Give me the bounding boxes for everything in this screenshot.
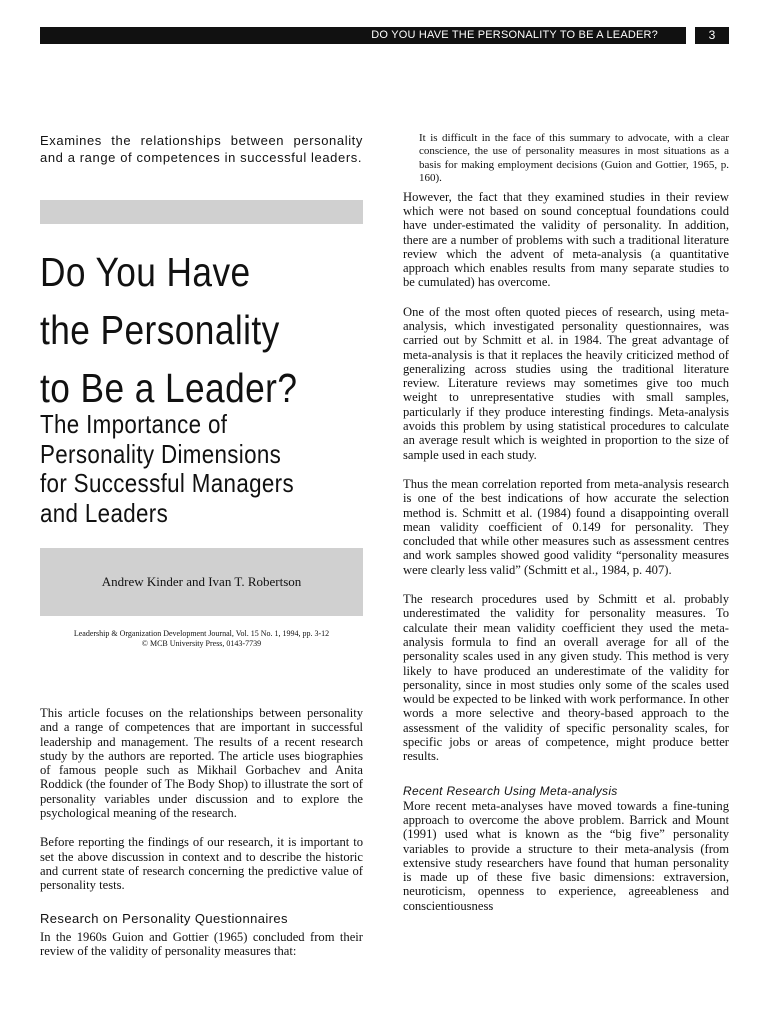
paragraph: More recent meta-analyses have moved towards a fine-tuning approach to overcome the above problem. Barrick and Mount (1991) used what is known as the “big five” personality variables to provide a structure to their meta-analysis (from extensive study researchers have found that human personality is made up of these five basic dimensions: extraversion, neuroticism, openness to experience, agreeableness and conscientiousness <box>403 798 729 913</box>
paragraph: One of the most often quoted pieces of research, using meta-analysis, which investigated personality questionnaires, was carried out by Schmitt et al. in 1984. The great advantage of meta-analysis is that it replaces the heavily criticized method of generalizing across studies using the traditional literature review. Literature reviews may sometimes give too much weight to unrepresentative studies with small samples, particularly if they produce interesting findings. Meta-analysis avoids this problem by using statistical procedures to calculate an average result which is weighted in proportion to the size of sample used in each study. <box>403 304 729 462</box>
paragraph: Before reporting the findings of our research, it is important to set the above discussion in context and to describe the historic and current state of research concerning the predictive value of personality tests. <box>40 835 363 893</box>
block-quote: It is difficult in the face of this summary to advocate, with a clear conscience, the use of personality measures in most situations as a basis for making employment decisions (Guion and Gottier, 1965, p. 160). <box>419 132 729 185</box>
right-body-text <box>403 132 729 913</box>
title-rule-band <box>40 200 363 224</box>
article-summary: Examines the relationships between personality and a range of competences in successful leaders. <box>40 133 363 165</box>
left-body-text <box>40 706 363 973</box>
paragraph: In the 1960s Guion and Gottier (1965) concluded from their review of the validity of personality measures that: <box>40 929 363 958</box>
paragraph: However, the fact that they examined studies in their review which were not based on sound conceptual foundations could have under-estimated the validity of personality. In addition, there are a number of problems with such a traditional literature review which the advent of meta-analysis (a quantitative approach which enables results from many separate studies to be cumulated) has overcome. <box>403 189 729 290</box>
page-number: 3 <box>695 27 729 44</box>
paragraph: The research procedures used by Schmitt et al. probably underestimated the validity for personality measures. To calculate their mean validity coefficient they used the meta-analysis formula to find an overall average for all of the personality scales used in any given study. This method is very likely to have produced an underestimate of the validity for personality, since in most studies only some of the scales used would be expected to be linked with work performance. In other words a more selective and theory-based approach to the assessment of the validity of specific personality scales, for specific jobs or areas of competence, might produce better results. <box>403 592 729 764</box>
citation-journal-line: Leadership & Organization Development Journal, Vol. 15 No. 1, 1994, pp. 3-12 <box>73 629 330 638</box>
paragraph: This article focuses on the relationships between personality and a range of competences that are important in successful leadership and management. The results of a recent research study by the authors are reported. The article uses biographies of famous people such as Mikhail Gorbachev and Anita Roddick (the founder of The Body Shop) to illustrate the sort of personality variables under discussion and to explore the psychological meaning of the research. <box>40 706 363 821</box>
article-subtitle: The Importance of Personality Dimensions for Successful Managers and Leaders <box>40 409 294 528</box>
author-box <box>40 548 363 616</box>
right-column <box>403 132 729 913</box>
section-heading: Research on Personality Questionnaires <box>40 910 288 926</box>
author-names: Andrew Kinder and Ivan T. Robertson <box>101 574 302 589</box>
running-title: DO YOU HAVE THE PERSONALITY TO BE A LEADER? <box>371 29 658 41</box>
paragraph: Thus the mean correlation reported from meta-analysis research is one of the best indications of how accurate the selection method is. Schmitt et al. (1984) found a disappointing overall mean validity coefficient of 0.149 for personality. They concluded that while other measures such as assessment centres and work samples showed good validity “personality measures were clearly less valid” (Schmitt et al., 1984, p. 407). <box>403 476 729 577</box>
subsection-heading: Recent Research Using Meta-analysis <box>403 783 618 798</box>
left-column <box>40 132 363 958</box>
running-header-bar <box>40 27 686 44</box>
article-title: Do You Have the Personality to Be a Leader? <box>40 249 298 411</box>
journal-citation <box>40 629 363 649</box>
citation-copyright-line: © MCB University Press, 0143-7739 <box>141 639 262 648</box>
